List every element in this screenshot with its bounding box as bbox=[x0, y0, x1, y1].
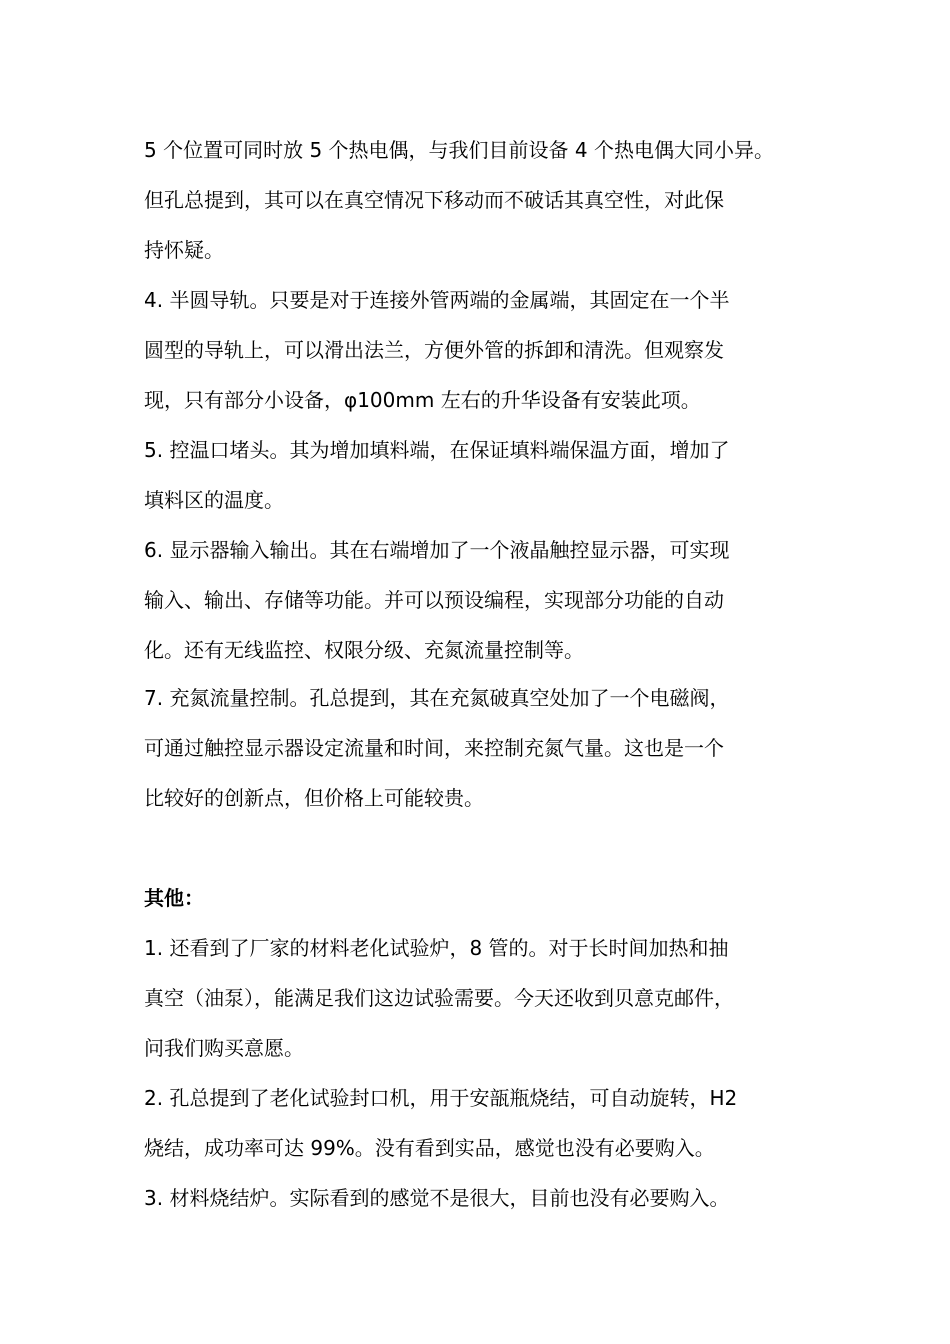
text-line-5: 圆型的导轨上，可以滑出法兰，方便外管的拆卸和清洗。但观察发 bbox=[144, 338, 724, 362]
text-line-9: 6. 显示器输入输出。其在右端增加了一个液晶触控显示器，可实现 bbox=[144, 538, 730, 562]
text-line-1: 5 个位置可同时放 5 个热电偶，与我们目前设备 4 个热电偶大同小异。 bbox=[144, 138, 774, 162]
other-line-4: 2. 孔总提到了老化试验封口机，用于安瓿瓶烧结，可自动旋转，H2 bbox=[144, 1086, 738, 1110]
other-line-6: 3. 材料烧结炉。实际看到的感觉不是很大，目前也没有必要购入。 bbox=[144, 1186, 730, 1210]
other-line-1: 1. 还看到了厂家的材料老化试验炉，8 管的。对于长时间加热和抽 bbox=[144, 936, 729, 960]
text-line-6: 现，只有部分小设备，φ100mm 左右的升华设备有安装此项。 bbox=[144, 388, 701, 412]
text-line-12: 7. 充氮流量控制。孔总提到，其在充氮破真空处加了一个电磁阀， bbox=[144, 686, 730, 710]
text-line-7: 5. 控温口堵头。其为增加填料端，在保证填料端保温方面，增加了 bbox=[144, 438, 730, 462]
text-line-3: 持怀疑。 bbox=[144, 238, 224, 262]
text-line-13: 可通过触控显示器设定流量和时间，来控制充氮气量。这也是一个 bbox=[144, 736, 724, 760]
text-line-11: 化。还有无线监控、权限分级、充氮流量控制等。 bbox=[144, 638, 584, 662]
other-line-2: 真空（油泵），能满足我们这边试验需要。今天还收到贝意克邮件， bbox=[144, 986, 734, 1010]
text-line-2: 但孔总提到，其可以在真空情况下移动而不破话其真空性，对此保 bbox=[144, 188, 724, 212]
text-line-14: 比较好的创新点，但价格上可能较贵。 bbox=[144, 786, 484, 810]
section-heading: 其他： bbox=[144, 886, 204, 910]
text-line-8: 填料区的温度。 bbox=[144, 488, 284, 512]
text-line-4: 4. 半圆导轨。只要是对于连接外管两端的金属端，其固定在一个半 bbox=[144, 288, 730, 312]
other-line-3: 问我们购买意愿。 bbox=[144, 1036, 304, 1060]
other-line-5: 烧结，成功率可达 99%。没有看到实品，感觉也没有必要购入。 bbox=[144, 1136, 715, 1160]
text-line-10: 输入、输出、存储等功能。并可以预设编程，实现部分功能的自动 bbox=[144, 588, 724, 612]
